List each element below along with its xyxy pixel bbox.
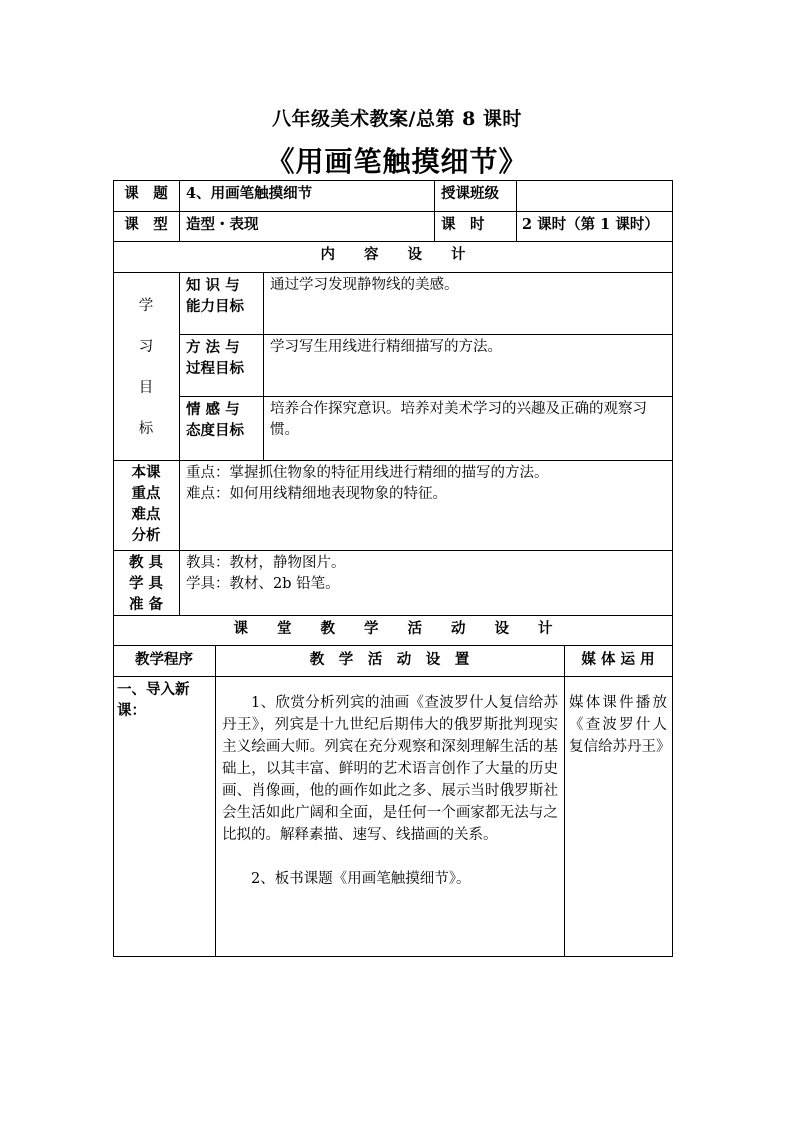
col-procedure-header: 教学程序 [135,651,193,668]
goal-emotion-label: 情 感 与 态度目标 [186,401,244,439]
topic-label: 课 题 [124,185,168,202]
class-label: 授课班级 [441,185,499,202]
goals-label-char-3: 目 [138,380,154,396]
goal-method-label: 方 法 与 过程目标 [186,339,244,377]
col-media-header: 媒 体 运 用 [581,651,655,668]
type-value: 造型・表现 [186,216,259,233]
type-label: 课 型 [124,216,168,233]
hours-label: 课 时 [441,216,485,233]
page-subtitle: 八年级美术教案/总第 8 课时 [272,108,522,130]
activity-paragraph-1: 1、欣赏分析列宾的油画《查波罗什人复信给苏丹王》，列宾是十九世纪后期伟大的俄罗斯批判现实主义绘画大师。列宾在充分观察和深刻理解生活的基础上，以其丰富、鲜明的艺术语言创作了大量的历史画、肖像画，他的画作如此之多、展示当时俄罗斯社会生活如此广阔和全面，是任何一个画家都无法与之比拟的。解释素描、速写、线描画的关系。 [222,695,558,843]
goals-label-char-1: 学 [138,298,154,314]
goal-knowledge-label: 知 识 与 能力目标 [186,277,244,315]
difficult-points-text: 难点：如何用线精细地表现物象的特征。 [186,486,447,502]
col-activity-header: 教 学 活 动 设 置 [309,651,470,668]
key-points-text: 重点：掌握抓住物象的特征用线进行精细的描写的方法。 [186,465,549,481]
topic-value: 4、用画笔触摸细节 [186,185,313,202]
teaching-tools-text: 教具：教材，静物图片。 [186,555,346,571]
activity-design-heading: 课 堂 教 学 活 动 设 计 [233,620,553,637]
procedure-cell: 一、导入新课： [117,681,190,719]
tools-label: 教 具 学 具 准 备 [128,554,164,613]
hours-value: 2 课时（第 1 课时） [522,216,659,233]
goal-emotion-text: 培养合作探究意识。培养对美术学习的兴趣及正确的观察习惯。 [270,401,647,438]
content-design-heading: 内 容 设 计 [320,246,466,263]
activity-paragraph-2: 2、板书课题《用画笔触摸细节》。 [251,871,471,887]
key-points-label: 本课 重点 难点 分析 [131,464,161,544]
goal-knowledge-text: 通过学习发现静物线的美感。 [270,277,459,293]
media-cell: 媒体课件播放《查波罗什人复信给苏丹王》 [569,695,671,755]
goals-label-char-4: 标 [138,421,154,437]
page-title: 《用画笔触摸细节》 [266,145,528,178]
goals-label-char-2: 习 [138,339,154,355]
goal-method-text: 学习写生用线进行精细描写的方法。 [270,339,502,355]
learning-tools-text: 学具：教材、2b 铅笔。 [186,576,340,592]
